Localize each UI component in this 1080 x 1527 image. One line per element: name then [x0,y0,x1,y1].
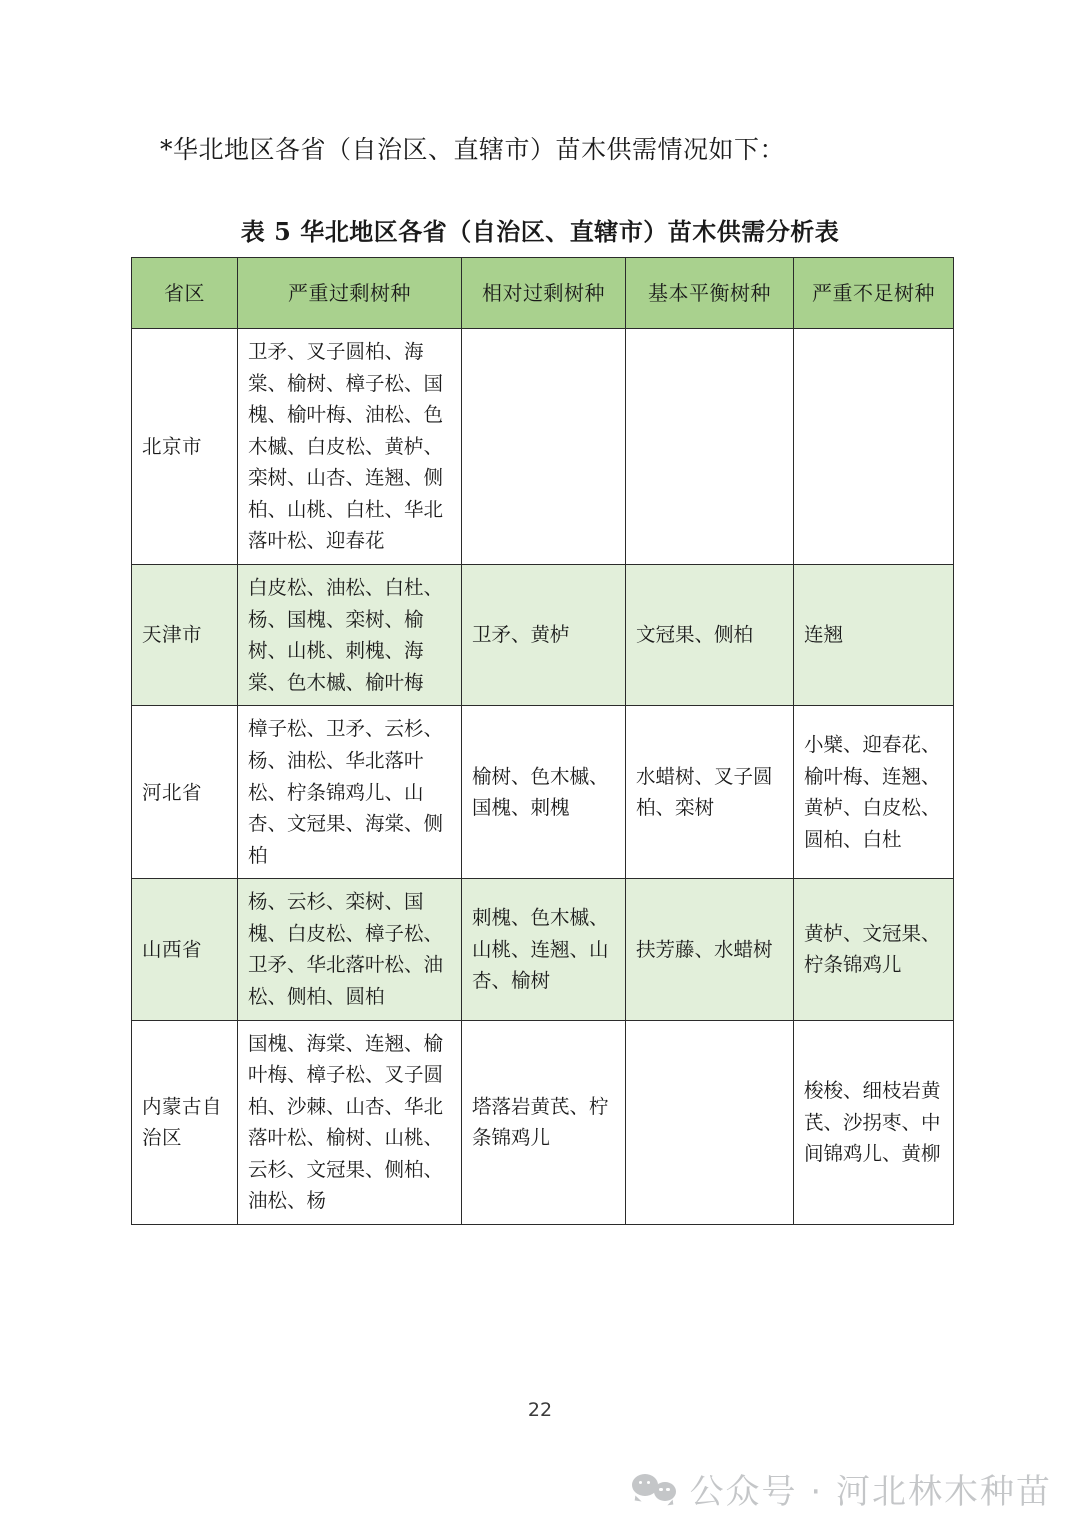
wechat-icon [632,1472,676,1506]
watermark [632,1464,1052,1513]
table-row [132,706,954,879]
table-row [132,329,954,565]
cell-province: 河北省 [132,706,238,879]
cell-basic-balance: 文冠果、侧柏 [626,565,794,706]
cell-basic-balance: 水蜡树、叉子圆柏、栾树 [626,706,794,879]
cell-severe-surplus: 杨、云杉、栾树、国槐、白皮松、樟子松、卫矛、华北落叶松、油松、侧柏、圆柏 [238,879,462,1020]
cell-severe-deficit: 梭梭、细枝岩黄芪、沙拐枣、中间锦鸡儿、黄柳 [794,1020,954,1224]
cell-province: 北京市 [132,329,238,565]
column-header-basic-balance: 基本平衡树种 [626,258,794,329]
supply-demand-table [131,257,954,1225]
cell-severe-surplus: 国槐、海棠、连翘、榆叶梅、樟子松、叉子圆柏、沙棘、山杏、华北落叶松、榆树、山桃、云杉、文冠果、侧柏、油松、杨 [238,1020,462,1224]
cell-severe-surplus: 樟子松、卫矛、云杉、杨、油松、华北落叶松、柠条锦鸡儿、山杏、文冠果、海棠、侧柏 [238,706,462,879]
cell-relative-surplus: 塔落岩黄芪、柠条锦鸡儿 [462,1020,626,1224]
table-row [132,879,954,1020]
cell-relative-surplus: 卫矛、黄栌 [462,565,626,706]
column-header-province: 省区 [132,258,238,329]
page-number: 22 [527,1399,553,1421]
cell-province: 内蒙古自治区 [132,1020,238,1224]
cell-basic-balance [626,329,794,565]
cell-severe-deficit: 小檗、迎春花、榆叶梅、连翘、黄栌、白皮松、圆柏、白杜 [794,706,954,879]
cell-severe-surplus: 白皮松、油松、白杜、杨、国槐、栾树、榆树、山桃、刺槐、海棠、色木槭、榆叶梅 [238,565,462,706]
cell-severe-deficit: 黄栌、文冠果、柠条锦鸡儿 [794,879,954,1020]
cell-province: 山西省 [132,879,238,1020]
cell-severe-deficit [794,329,954,565]
cell-basic-balance [626,1020,794,1224]
cell-relative-surplus [462,329,626,565]
table-row [132,1020,954,1224]
cell-severe-deficit: 连翘 [794,565,954,706]
cell-basic-balance: 扶芳藤、水蜡树 [626,879,794,1020]
table-container [131,257,953,1225]
column-header-severe-deficit: 严重不足树种 [794,258,954,329]
intro-paragraph: *华北地区各省（自治区、直辖市）苗木供需情况如下： [160,135,786,164]
cell-province: 天津市 [132,565,238,706]
column-header-severe-surplus: 严重过剩树种 [238,258,462,329]
cell-severe-surplus: 卫矛、叉子圆柏、海棠、榆树、樟子松、国槐、榆叶梅、油松、色木槭、白皮松、黄栌、栾树、山杏、连翘、侧柏、山桃、白杜、华北落叶松、迎春花 [238,329,462,565]
cell-relative-surplus: 榆树、色木槭、国槐、刺槐 [462,706,626,879]
column-header-relative-surplus: 相对过剩树种 [462,258,626,329]
table-header-row [132,258,954,329]
table-caption: 表 5 华北地区各省（自治区、直辖市）苗木供需分析表 [240,217,840,246]
cell-relative-surplus: 刺槐、色木槭、山桃、连翘、山杏、榆树 [462,879,626,1020]
watermark-text: 公众号 · 河北林木种苗 [689,1472,1052,1512]
table-row [132,565,954,706]
